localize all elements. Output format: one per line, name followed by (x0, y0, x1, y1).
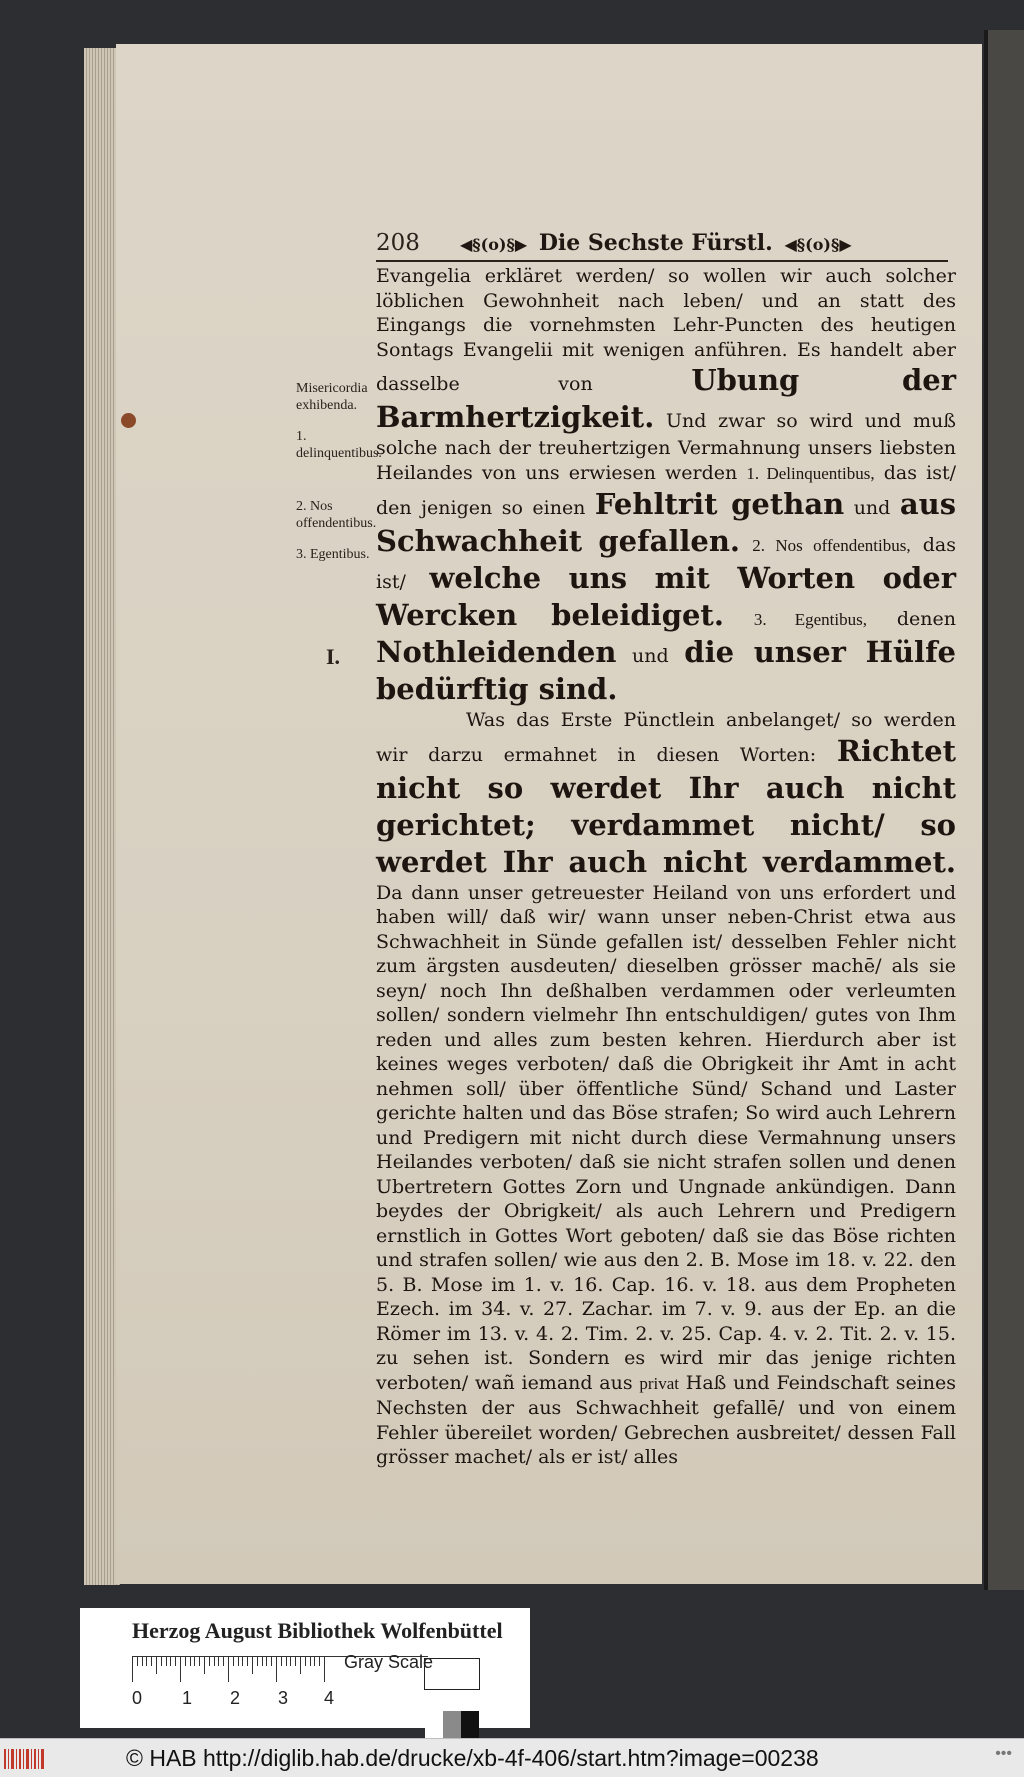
paragraph-1 (376, 264, 956, 708)
ruler-tick (262, 1656, 263, 1666)
ruler-tick (305, 1656, 306, 1666)
marginal-note: 3. Egentibus. (296, 547, 370, 562)
library-name: Herzog August Bibliothek Wolfenbüttel (132, 1618, 503, 1643)
body-segment: Evangelia erkläret werden/ so wollen wir auch solcher löblichen Gewohnheit nach leben/ und an statt des Eingangs die vornehmsten Lehr-Puncten des heutigen Sontags Evangelii mit wenigen anführen. Es handelt aber dasselbe von (376, 265, 956, 395)
ruler-digit: 1 (182, 1688, 193, 1708)
ruler-tick (223, 1656, 224, 1666)
ruler-tick (319, 1656, 320, 1666)
body-segment: das ist/ (376, 534, 957, 593)
ruler-tick (170, 1656, 171, 1666)
ruler-tick (242, 1656, 243, 1666)
gray-swatch-white (425, 1711, 443, 1739)
ruler-tick (218, 1656, 219, 1666)
ruler-digit: 0 (132, 1688, 143, 1708)
emphasis-text: Richtet nicht so werdet Ihr auch nicht gerichtet; verdammet nicht/ so werdet Ihr auch nicht verdammet. (376, 733, 956, 879)
body-segment: das ist/ den jenigen so einen (376, 461, 956, 519)
ruler-tick (180, 1656, 181, 1682)
ruler-tick (281, 1656, 282, 1666)
ruler-tick (295, 1656, 296, 1666)
ruler-tick (276, 1656, 277, 1682)
ruler-tick (252, 1656, 253, 1674)
page-stack-edge (84, 48, 120, 1585)
gray-scale-label: Gray Scale (344, 1652, 434, 1672)
ruler-tick (286, 1656, 287, 1666)
ruler-tick (166, 1656, 167, 1666)
viewer-footer (0, 1738, 1024, 1777)
body-segment: Haß und Feindschaft seines Nechsten der aus Schwachheit gefallē/ und von einem Fehler übereilet worden/ Gebrechen ausbreitet/ dessen Fall grösser machet/ als er ist/ alles (376, 1371, 956, 1468)
ruler-tick (324, 1656, 325, 1682)
ruler-tick (310, 1656, 311, 1666)
gray-swatch-mid (443, 1711, 461, 1739)
ruler-tick (142, 1656, 143, 1666)
latin-text: 3. Egentibus, (753, 610, 867, 629)
ruler-tick (185, 1656, 186, 1666)
barcode-icon (4, 1747, 46, 1771)
ruler-tick (228, 1656, 229, 1682)
marginal-note: 2. Nos offendentibus. (296, 499, 377, 531)
emphasis-text: Fehltrit gethan (594, 487, 845, 521)
ruler-digit: 2 (230, 1688, 241, 1708)
page-number: 208 (376, 230, 420, 256)
ruler-tick (266, 1656, 267, 1666)
marginal-note: 1. delinquentibus. (296, 429, 382, 461)
ruler-tick (151, 1656, 152, 1666)
gray-scale-swatch (424, 1658, 480, 1690)
ruler-tick (194, 1656, 195, 1666)
ruler-tick (161, 1656, 162, 1666)
body-segment (740, 534, 752, 556)
marginalia (296, 380, 382, 577)
section-number: I. (326, 644, 341, 669)
right-page-edge (988, 30, 1024, 1590)
ruler-tick (204, 1656, 205, 1674)
latin-text: 1. Delinquentibus, (746, 463, 875, 483)
gray-swatch-black (461, 1711, 479, 1739)
more-menu-icon[interactable]: ••• (995, 1745, 1012, 1762)
emphasis-text: welche uns mit Worten oder Wercken beleidiget. (376, 561, 956, 632)
emphasis-text: Nothleidenden (376, 635, 617, 669)
ruler-tick (209, 1656, 210, 1666)
latin-text: 2. Nos offendentibus, (752, 536, 911, 555)
ruler-tick (257, 1656, 258, 1666)
ruler-tick (214, 1656, 215, 1666)
ruler-tick (156, 1656, 157, 1674)
paragraph-2 (376, 708, 956, 1470)
marginal-note: Misericordia exhibenda. (296, 381, 368, 413)
ruler-tick (271, 1656, 272, 1666)
body-segment: Was das Erste Pünctlein anbelanget/ so werden wir darzu ermahnet in diesen Worten: (376, 709, 956, 766)
worm-hole (121, 413, 136, 428)
body-text (376, 264, 956, 1470)
ruler-tick (247, 1656, 248, 1666)
ruler-tick (314, 1656, 315, 1666)
body-segment: und (616, 645, 685, 667)
body-segment: denen (866, 608, 957, 630)
emphasis-text: Ubung der Barmhertzigkeit. (376, 363, 956, 434)
permalink-link[interactable]: © HAB http://diglib.hab.de/drucke/xb-4f-406/start.htm?image=00238 (126, 1745, 819, 1771)
emphasis-text: aus Schwachheit gefallen. (376, 487, 957, 558)
ruler-tick (300, 1656, 301, 1674)
emphasis-text: die unser Hülfe bedürftig sind. (376, 635, 957, 706)
ruler-tick (137, 1656, 138, 1666)
running-head (456, 230, 856, 256)
page-header (376, 226, 948, 262)
library-label (80, 1608, 530, 1728)
ruler-tick (199, 1656, 200, 1666)
ruler-tick (233, 1656, 234, 1666)
ornament-right-icon: ◀§(o)§▶ (784, 235, 852, 254)
ruler-tick (290, 1656, 291, 1666)
latin-text: privat (639, 1373, 680, 1393)
ruler-tick (238, 1656, 239, 1666)
body-segment: Da dann unser getreuester Heiland von uns erfordert und haben will/ daß wir/ wann unser neben-Christ etwa aus Schwachheit in Sünde gefallen ist/ desselben Fehler nicht zum ärgsten ausdeuten/ dieselben grösser machē/ als sie seyn/ noch Ihn deßhalben verdammen oder verleumten sollen/ sondern vielmehr Ihn entschuldigen/ gutes von Ihm reden und alles zum besten kehren. Hierdurch aber ist keines weges verboten/ daß die Obrigkeit ihr Amt in acht nehmen soll/ über öffentliche Sünd/ Schand und Laster gerichte halten und das Böse strafen; So wird auch Lehrern und Predigern mit nicht durch diese Vermahnung unsers Heilandes verboten/ daß sie nicht strafen sollen und denen Ubertretern Gottes Zorn und Ungnade ankündigen. Dann beydes der Obrigkeit/ als auch Lehrern und Predigern ernstlich in Gottes Wort geboten/ daß sie das Böse richten und strafen sollen/ wie aus den 2. B. Mose im 18. v. 22. den 5. B. Mose im 1. v. 16. Cap. 16. v. 18. aus dem Propheten Ezech. im 34. v. 27. Zachar. im 7. v. 9. aus der Ep. an die Römer im 13. v. 4. 2. Tim. 2. v. 25. Cap. 4. v. 2. Tit. 2. v. 15. zu sehen ist. Sondern es wird mir das jenige richten verboten/ wañ iemand aus (376, 881, 956, 1394)
ruler-tick (175, 1656, 176, 1666)
ruler-tick (190, 1656, 191, 1666)
running-head-text: Die Sechste Fürstl. (538, 230, 773, 256)
ornament-left-icon: ◀§(o)§▶ (460, 235, 528, 254)
body-segment: und (844, 497, 900, 519)
body-segment: Und zwar so wird und muß solche nach der treuhertzigen Vermahnung unsers liebsten Heilandes von uns erwiesen werden (376, 410, 956, 484)
ruler-tick (132, 1656, 133, 1682)
ruler-tick (146, 1656, 147, 1666)
ruler-digit: 3 (278, 1688, 289, 1708)
ruler-digit: 4 (324, 1688, 335, 1708)
body-segment (724, 608, 754, 630)
